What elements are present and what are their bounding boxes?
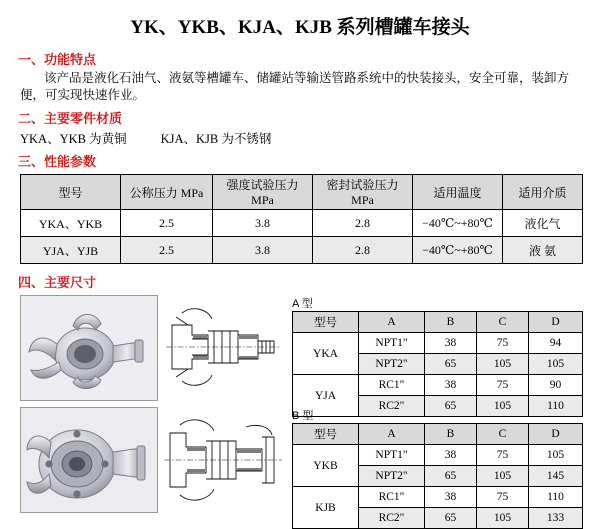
model-cell: YKA	[293, 333, 359, 375]
type-a-label: A 型	[292, 298, 313, 310]
drawing-a-graphic	[162, 295, 284, 399]
cell: 105	[477, 508, 529, 529]
dimension-table-b	[292, 423, 583, 529]
page-title: YK、YKB、KJA、KJB 系列槽罐车接头	[130, 17, 470, 38]
technical-drawing-b	[162, 407, 284, 511]
cell: 105	[529, 445, 583, 466]
material-left: YKA、YKB 为黄铜	[20, 132, 127, 146]
cell: 65	[425, 354, 477, 375]
table-row	[293, 333, 583, 354]
cell: NPT2"	[359, 354, 425, 375]
cell: NPT1"	[359, 445, 425, 466]
cell: 65	[425, 396, 477, 417]
cell: 65	[425, 466, 477, 487]
material-line	[20, 129, 600, 147]
cell: 145	[529, 466, 583, 487]
drawing-b-graphic	[162, 407, 284, 511]
col-header: 型号	[293, 312, 359, 333]
product-photo-b	[20, 407, 158, 513]
col-header: 适用温度	[413, 175, 503, 210]
cell: 75	[477, 487, 529, 508]
cell: 3.8	[213, 210, 313, 237]
cell: 2.8	[313, 210, 413, 237]
cell: 75	[477, 445, 529, 466]
cell: 94	[529, 333, 583, 354]
section-heading-performance: 三、性能参数	[18, 154, 97, 169]
table-header-row	[293, 424, 583, 445]
col-header: D	[529, 424, 583, 445]
cell: 75	[477, 333, 529, 354]
col-header: A	[359, 424, 425, 445]
section-heading-material: 二、主要零件材质	[18, 111, 123, 126]
cell: 38	[425, 445, 477, 466]
col-header: C	[477, 424, 529, 445]
model-cell: YJA	[293, 375, 359, 417]
cell: 105	[477, 354, 529, 375]
cell: RC2"	[359, 396, 425, 417]
performance-table	[20, 174, 583, 264]
col-header: 适用介质	[503, 175, 583, 210]
section-heading-dimensions: 四、主要尺寸	[18, 275, 97, 290]
cell: 110	[529, 487, 583, 508]
cell: 3.8	[213, 237, 313, 264]
col-header: B	[425, 424, 477, 445]
material-right: KJA、KJB 为不锈钢	[160, 132, 272, 146]
col-header: 密封试验压力 MPa	[313, 175, 413, 210]
cell: −40℃~+80℃	[413, 210, 503, 237]
cell: 90	[529, 375, 583, 396]
col-header: 公称压力 MPa	[121, 175, 213, 210]
col-header: B	[425, 312, 477, 333]
technical-drawing-a	[162, 295, 284, 399]
dimension-table-a	[292, 311, 583, 417]
table-row	[293, 445, 583, 466]
table-row	[21, 237, 583, 264]
cell: 38	[425, 375, 477, 396]
cell: 75	[477, 375, 529, 396]
table-header-row	[293, 312, 583, 333]
col-header: 强度试验压力 MPa	[213, 175, 313, 210]
features-text: 该产品是液化石油气、液氨等槽罐车、储罐站等输送管路系统中的快装接头，安全可靠，装卸方便，可实现快速作业。	[20, 71, 570, 102]
cell: 2.5	[121, 237, 213, 264]
section-heading-features: 一、功能特点	[18, 52, 97, 67]
col-header: C	[477, 312, 529, 333]
table-header-row	[21, 175, 583, 210]
cell: RC2"	[359, 508, 425, 529]
cell: 2.5	[121, 210, 213, 237]
cell: 液 氨	[503, 237, 583, 264]
cell: 38	[425, 333, 477, 354]
col-header: 型号	[21, 175, 121, 210]
cell: 105	[529, 354, 583, 375]
cell: NPT2"	[359, 466, 425, 487]
product-photo-a	[20, 295, 158, 401]
cell: 2.8	[313, 237, 413, 264]
cell: YJA、YJB	[21, 237, 121, 264]
col-header: A	[359, 312, 425, 333]
cell: 133	[529, 508, 583, 529]
model-cell: KJB	[293, 487, 359, 529]
photo-b-graphic	[21, 408, 157, 512]
cell: 65	[425, 508, 477, 529]
cell: 液化气	[503, 210, 583, 237]
type-b-label: B 型	[292, 410, 314, 422]
model-cell: YKB	[293, 445, 359, 487]
cell: RC1"	[359, 375, 425, 396]
col-header: 型号	[293, 424, 359, 445]
cell: 105	[477, 466, 529, 487]
photo-a-graphic	[21, 296, 157, 400]
table-row	[293, 375, 583, 396]
table-row	[21, 210, 583, 237]
dimensions-content	[0, 295, 600, 524]
cell: NPT1"	[359, 333, 425, 354]
cell: 38	[425, 487, 477, 508]
cell: YKA、YKB	[21, 210, 121, 237]
cell: −40℃~+80℃	[413, 237, 503, 264]
cell: 110	[529, 396, 583, 417]
table-row	[293, 487, 583, 508]
cell: RC1"	[359, 487, 425, 508]
cell: 105	[477, 396, 529, 417]
col-header: D	[529, 312, 583, 333]
